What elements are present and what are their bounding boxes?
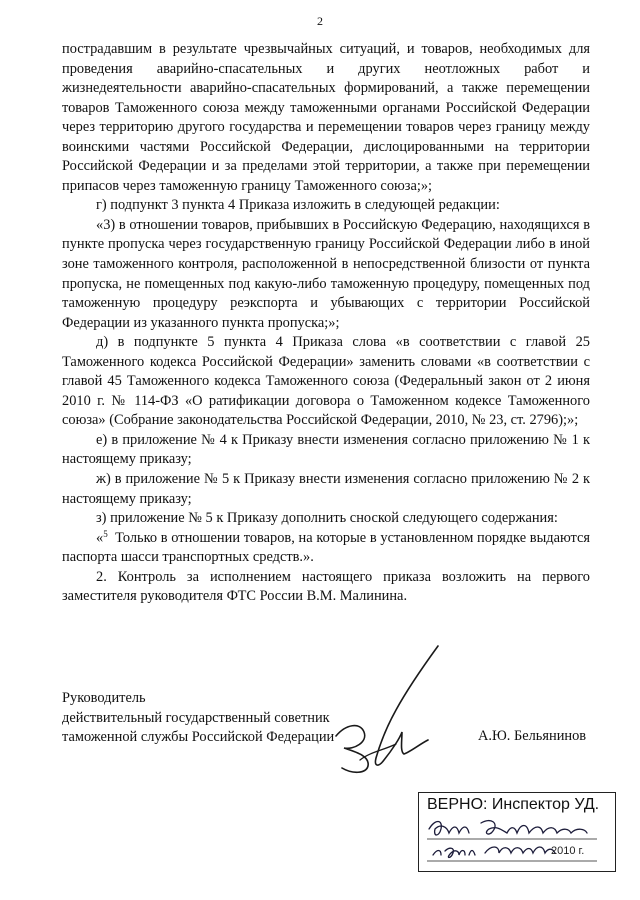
certification-stamp <box>418 792 616 872</box>
signatory-position: Руководитель <box>62 690 146 706</box>
paragraph-2-control: 2. Контроль за исполнением настоящего приказа возложить на первого заместителя руководителя ФТС России В.М. Малинина. <box>62 568 590 605</box>
paragraph-quote-3: «3) в отношении товаров, прибывших в Российскую Федерацию, находящихся в пункте пропуска через государственную границу Российской Федерации либо в иной зоне таможенного контроля, расположенной в непосредственной близости от пункта пропуска, не помещенных под какую-либо таможенную процедуру, помещенных под таможенную процедуру реэкспорта и убывающих с территории Российской Федерации из указанного пункта пропуска;»; <box>62 216 590 331</box>
signature-block <box>62 689 362 748</box>
stamp-handwriting <box>419 793 615 871</box>
page-number: 2 <box>317 14 323 28</box>
paragraph-continuation: пострадавшим в результате чрезвычайных ситуаций, и товаров, необходимых для проведения аварийно-спасательных и других неотложных работ и жизнедеятельности аварийно-спасательных формирований, а также перемещении товаров Таможенного союза между таможенными органами Российской Федерации через территорию другого государства и перемещении товаров через границу между воинскими частями Российской Федерации, дислоцированными на территории Российской Федерации и за пределами этой территории, а также при перемещении припасов через таможенную границу Таможенного союза;»; <box>62 41 590 194</box>
footnote-open-quote: « <box>96 529 104 546</box>
signatory-name: А.Ю. Бельянинов <box>478 728 587 744</box>
signatory-rank-line2: таможенной службы Российской Федерации <box>62 729 335 746</box>
stamp-year: 2010 г. <box>551 845 585 857</box>
paragraph-footnote <box>62 529 590 568</box>
handwritten-signature <box>330 640 450 790</box>
paragraph-e: е) в приложение № 4 к Приказу внести изменения согласно приложению № 1 к настоящему приказу; <box>62 431 590 468</box>
paragraph-g: г) подпункт 3 пункта 4 Приказа изложить в следующей редакции: <box>96 197 500 214</box>
signatory-rank-line1: действительный государственный советник <box>62 709 330 726</box>
footnote-text: Только в отношении товаров, на которые в установленном порядке выдаются паспорта шасси транспортных средств.». <box>62 529 590 566</box>
paragraph-d: д) в подпункте 5 пункта 4 Приказа слова «в соответствии с главой 25 Таможенного кодекса Российской Федерации» заменить словами «в соответствии с главой 45 Таможенного кодекса Таможенного союза (Федеральный закон от 2 июня 2010 г. № 114-ФЗ «О ратификации договора о Таможенном кодексе Таможенного союза» (Собрание законодательства Российской Федерации, 2010, № 23, ст. 2796);»; <box>62 334 590 429</box>
footnote-marker: 5 <box>103 528 108 539</box>
paragraph-zh: ж) в приложение № 5 к Приказу внести изменения согласно приложению № 2 к настоящему приказу; <box>62 471 590 507</box>
document-body <box>62 40 590 607</box>
stamp-title: ВЕРНО: Инспектор УД. <box>427 796 600 813</box>
paragraph-z: з) приложение № 5 к Приказу дополнить сноской следующего содержания: <box>96 510 558 527</box>
